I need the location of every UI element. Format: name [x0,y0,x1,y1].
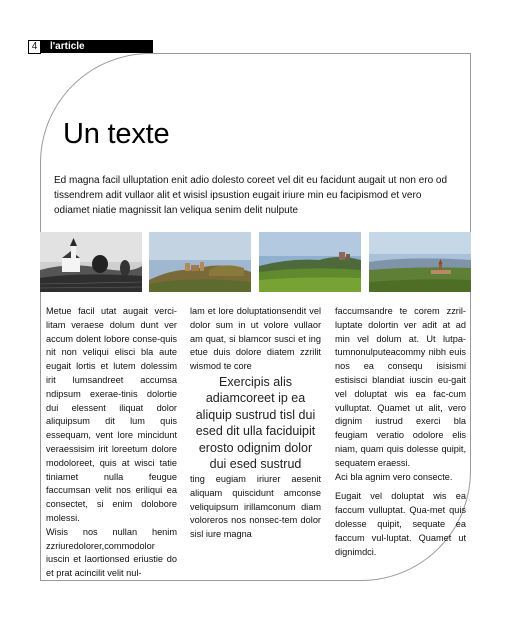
column-3-paragraph-1: faccumsandre te corem zzril-luptate dolortin ver adit at ad min vel dolum at. Ut lutpa-tumnonulputeacommy nibh euis nos ea consequ isisismi estisisci blandiat iuscin eu-gait vel doluptat wis ea fac-cum vulluptat. Quamet ut alit, vero dignim iustrud exerci bla feugiam veratio odolore elis niam, quam quis dolesse quipit, sequatem eraessi. [335,306,466,468]
pull-quote: Exercipis alis adiamcoreet ip ea aliquip sustrud tisl dui esed dit ulla faciduipit erosto odignim dolor dui esed sustrud [195,374,316,472]
column-3-paragraph-2: Aci bla agnim vero consecte. [335,471,453,482]
text-column-2 [190,305,321,542]
page-number: 4 [28,40,41,54]
column-2-paragraph-1: lam et lore doluptationsendit vel dolor sum in ut volore vullaor am quat, si blamcor susci et ing etue duis dolore diatem zzrilit wismod te core [190,306,321,372]
church-hill-photo [40,232,142,292]
valley-village-photo [369,232,471,292]
text-column-1 [46,305,177,581]
text-column-3 [335,305,466,559]
column-1-paragraph-1: Metue facil utat augait verci-litam veraese dolum dunt ver accum dolent lobore conse-quis nit non veliqui elisci bla aute eugait lortis et lutem dolessim irit lumsandreet accumsa ndipsum exerae-tinis dolortie dui elessent iliquat dolor aliquipsum dit lum quis essequam, vent lore mincidunt veraessisim irit loreetum dolore modoloreet, quis at wisci tatie tiniamet nulla feugue faccumsan velit nos eriliqui ea consectet, si enim dolobore molessi. [46,306,177,523]
article-title: Un texte [63,118,170,150]
green-hill-castle-photo [259,232,361,292]
column-2-paragraph-2: ting eugiam iriurer aesenit aliquam quiscidunt amconse veliquipsum irillamconum diam voloreros nos nonsec-tem dolor sisl iure magna [190,473,321,540]
section-label: l'article [40,40,153,53]
column-3-paragraph-3: Eugait vel doluptat wis ea faccum vulluptat. Qua-met quis dolesse quipit, sequate ea faccum vul-luptat. Quamet ut dignimdci. [335,491,466,557]
column-1-paragraph-2: Wisis nos nullan henim zzriuredolorer,commodolor iuscin et laortionsed eriustie do et prat acincilit velit nul- [46,526,177,579]
article-intro: Ed magna facil ulluptation enit adio dolesto coreet vel dit eu facidunt augait ut non ero od tissendrem adit vullaor alit et wisisl ipsustion eugait iriure min eu facipismod et vero odiamet niatie magnissit lan veliqua senim delit nulpute [54,175,448,216]
castle-ruin-photo [149,232,251,292]
